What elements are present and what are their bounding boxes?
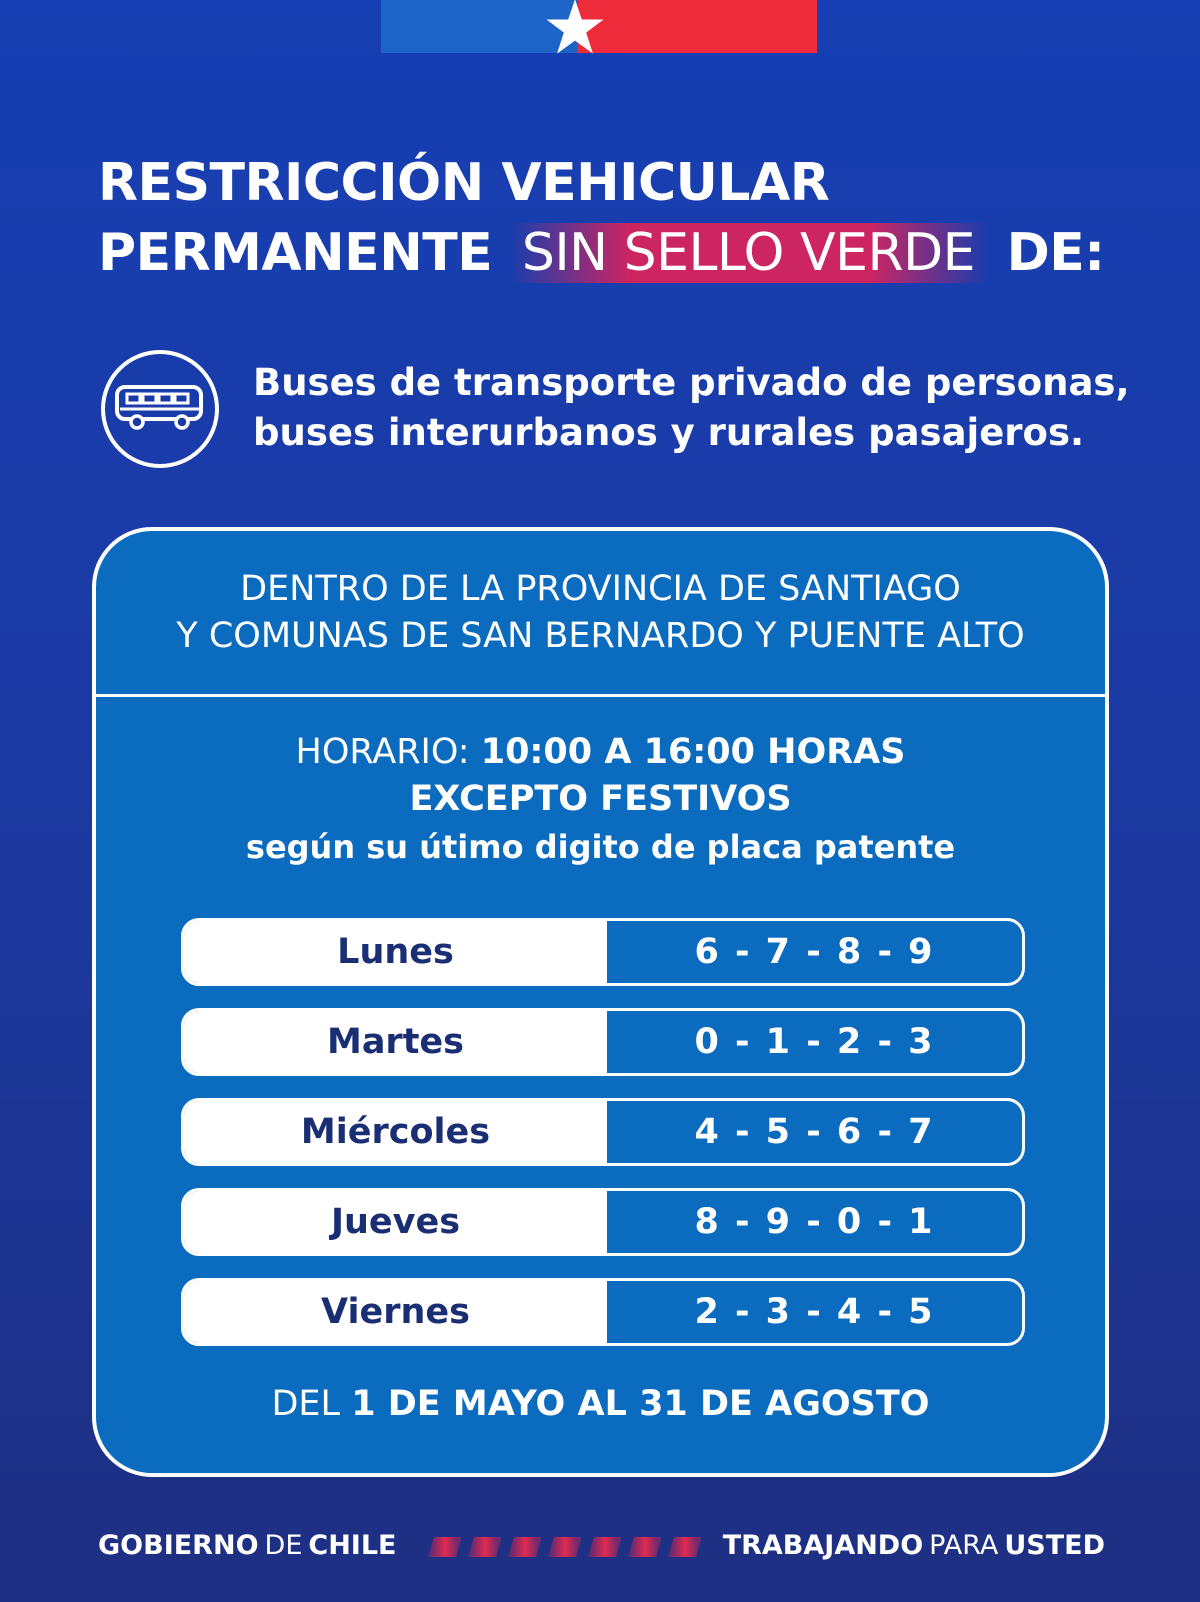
schedule-row <box>181 1278 1025 1346</box>
card-header <box>96 531 1105 697</box>
restriction-card <box>92 527 1109 1477</box>
footer-left-c: CHILE <box>308 1530 397 1561</box>
footer-gobierno-logo <box>98 1530 397 1561</box>
bus-description <box>253 358 1133 458</box>
bus-icon-circle <box>101 350 219 468</box>
stripes-decoration <box>428 1537 708 1557</box>
hours-block <box>96 729 1105 871</box>
footer-left-b: DE <box>264 1530 303 1561</box>
star-icon <box>544 0 606 58</box>
title-line-2 <box>98 218 1108 288</box>
footer-tagline <box>723 1530 1105 1561</box>
hours-line <box>96 729 1105 776</box>
title-line-1: RESTRICCIÓN VEHICULAR <box>98 153 830 213</box>
schedule-digits: 6 - 7 - 8 - 9 <box>694 932 935 972</box>
bus-icon <box>114 384 206 434</box>
chile-flag-banner <box>381 0 817 53</box>
hours-except: EXCEPTO FESTIVOS <box>409 779 792 819</box>
card-header-line-1: DENTRO DE LA PROVINCIA DE SANTIAGO <box>240 568 961 609</box>
page-title <box>98 148 1108 288</box>
schedule-table <box>181 918 1025 1368</box>
footer-right-c: USTED <box>1004 1530 1105 1561</box>
bus-description-line-2: buses interurbanos y rurales pasajeros. <box>253 411 1085 454</box>
hours-value: 10:00 A 16:00 HORAS <box>480 732 906 772</box>
flag-red-field <box>578 0 817 53</box>
title-line-2-pre: PERMANENTE <box>98 223 493 283</box>
hours-label: HORARIO: <box>295 732 470 772</box>
schedule-row <box>181 1008 1025 1076</box>
title-highlight: SIN SELLO VERDE <box>510 223 989 283</box>
schedule-row <box>181 1098 1025 1166</box>
footer-right-b: PARA <box>929 1530 999 1561</box>
hours-note: según su útimo digito de placa patente <box>245 828 956 866</box>
bus-description-line-1: Buses de transporte privado de personas, <box>253 361 1130 404</box>
schedule-row <box>181 918 1025 986</box>
schedule-digits: 2 - 3 - 4 - 5 <box>694 1292 935 1332</box>
schedule-day: Lunes <box>184 921 607 983</box>
title-line-2-post: DE: <box>1006 223 1105 283</box>
schedule-row <box>181 1188 1025 1256</box>
footer-left-a: GOBIERNO <box>98 1530 259 1561</box>
footer-right-a: TRABAJANDO <box>722 1530 924 1561</box>
period-line <box>96 1384 1105 1424</box>
schedule-day: Miércoles <box>184 1101 607 1163</box>
period-prefix: DEL <box>271 1384 341 1424</box>
schedule-day: Jueves <box>184 1191 607 1253</box>
period-value: 1 DE MAYO AL 31 DE AGOSTO <box>351 1384 930 1424</box>
schedule-day: Martes <box>184 1011 607 1073</box>
schedule-digits: 8 - 9 - 0 - 1 <box>694 1202 935 1242</box>
card-header-line-2: Y COMUNAS DE SAN BERNARDO Y PUENTE ALTO <box>176 615 1025 656</box>
schedule-digits: 4 - 5 - 6 - 7 <box>694 1112 935 1152</box>
schedule-digits: 0 - 1 - 2 - 3 <box>694 1022 935 1062</box>
schedule-day: Viernes <box>184 1281 607 1343</box>
